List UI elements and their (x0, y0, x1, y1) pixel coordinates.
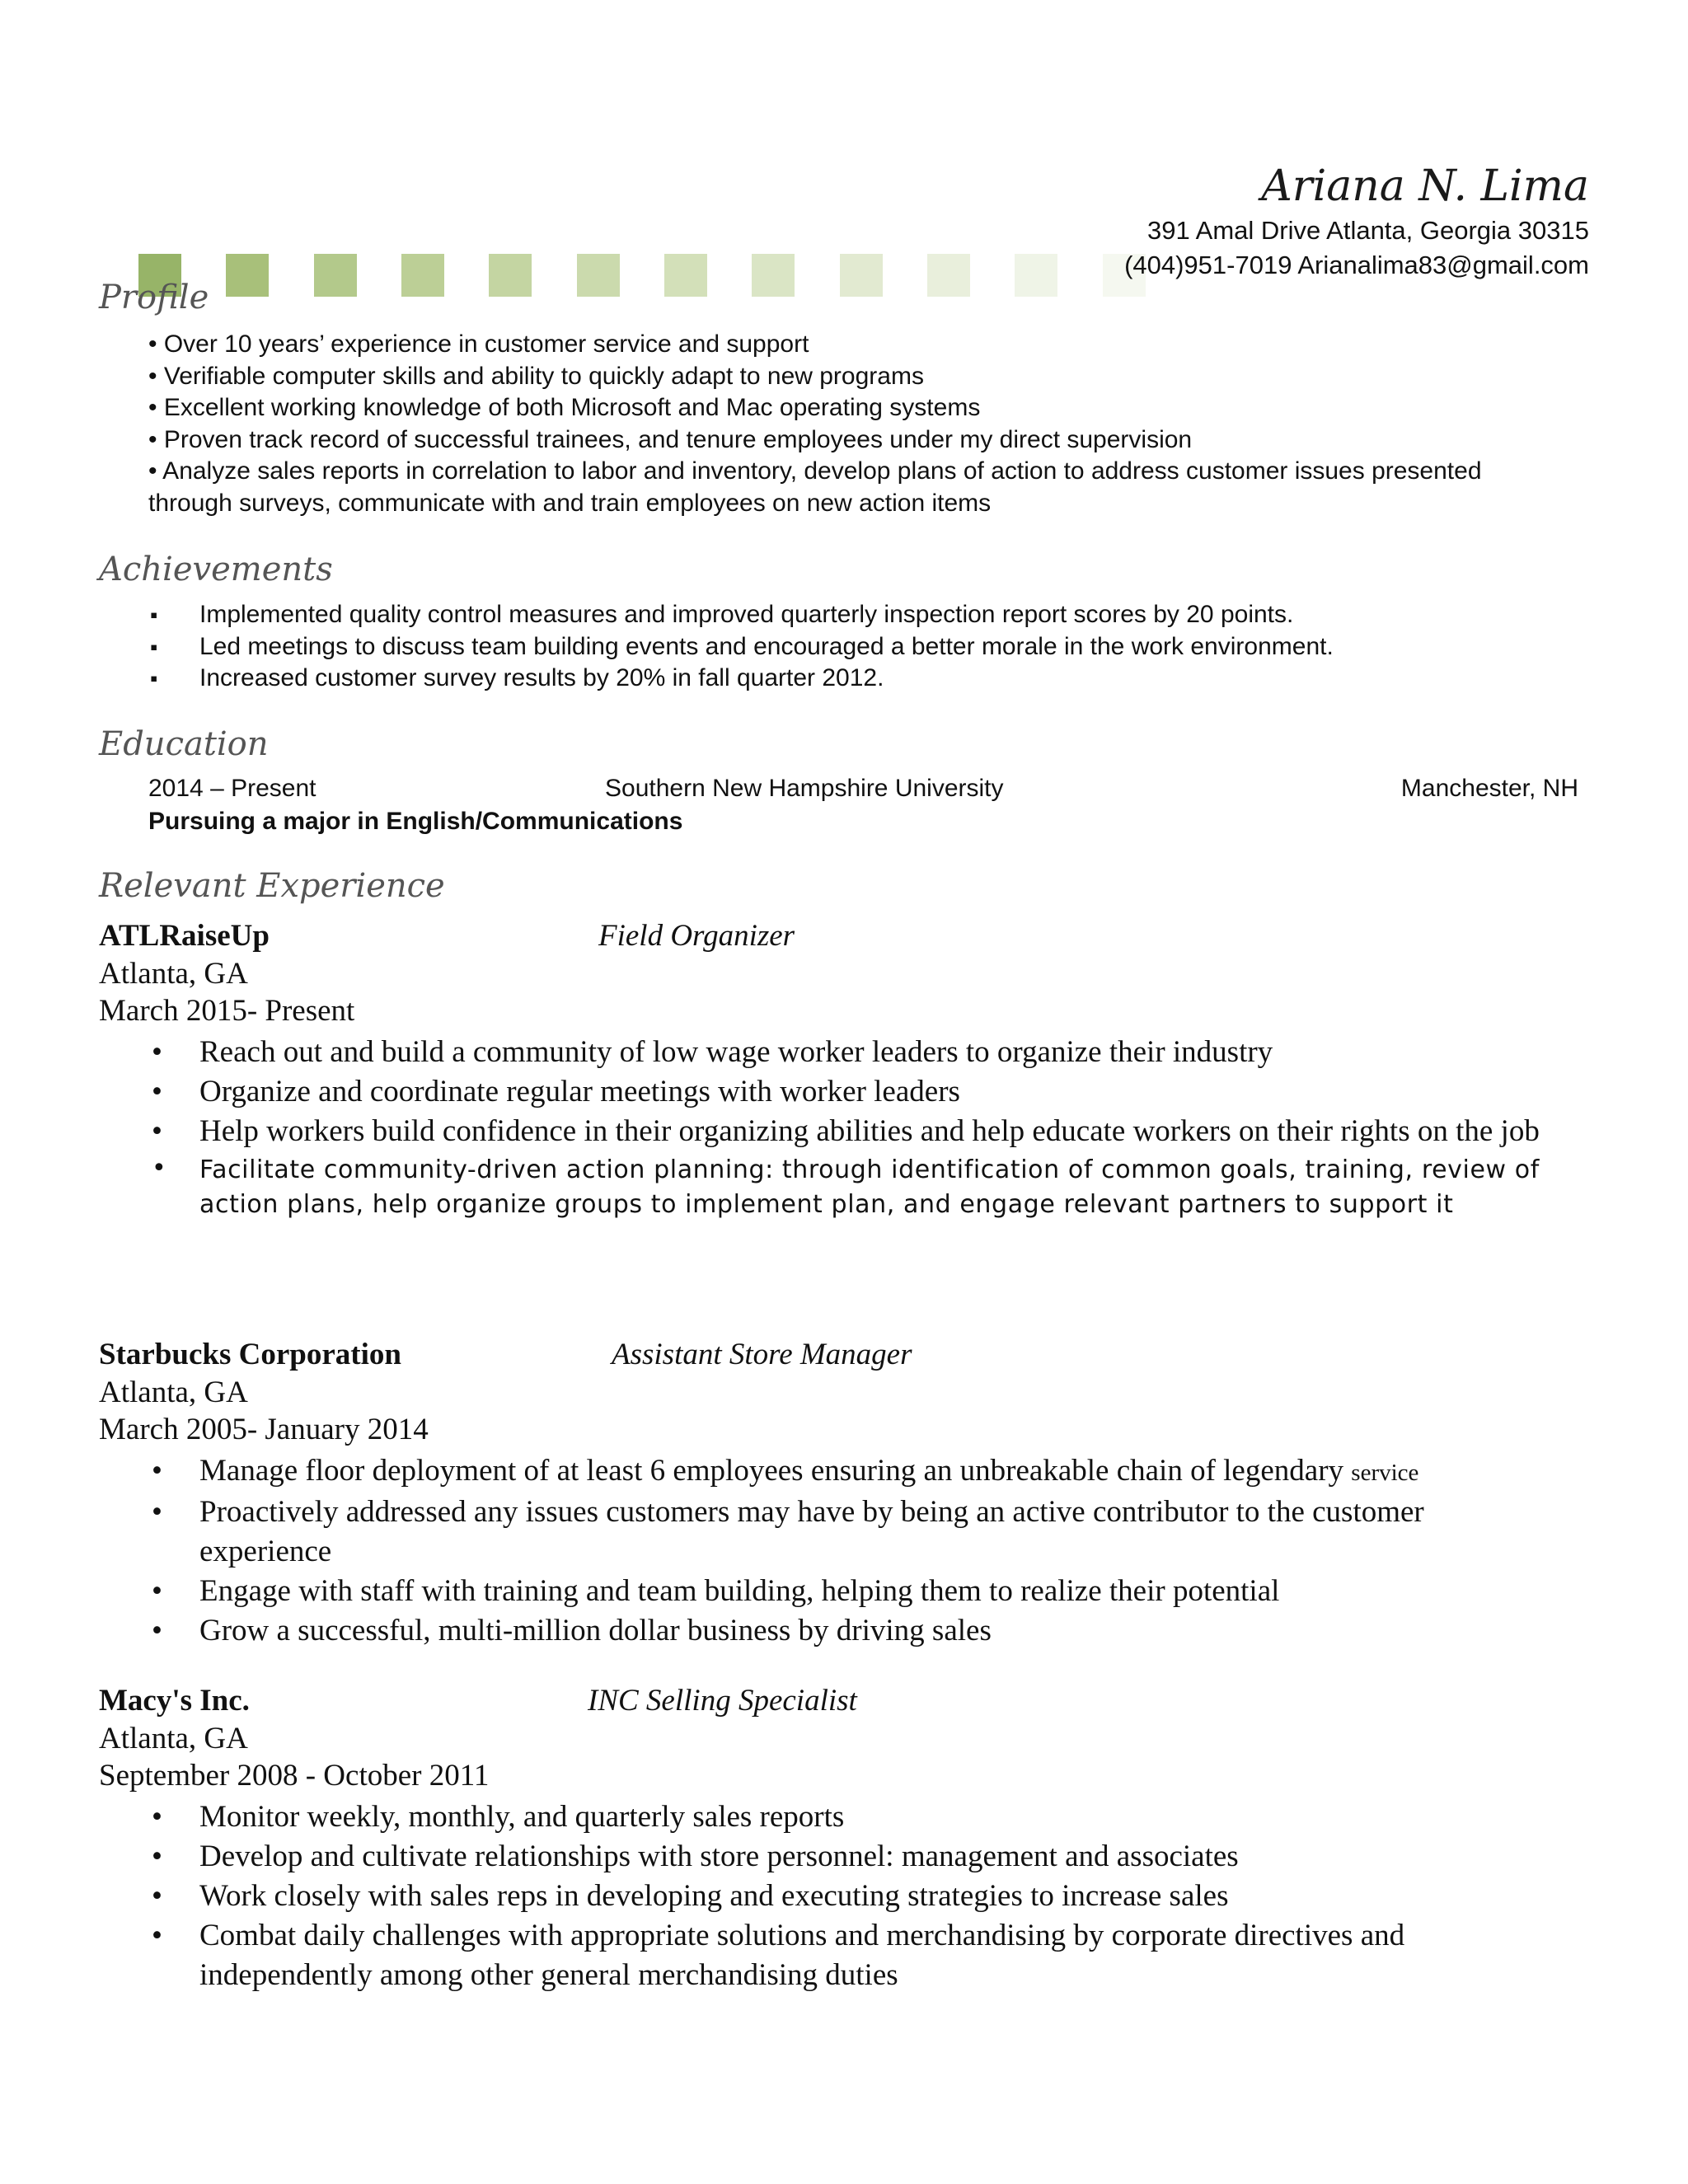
decor-square (1015, 254, 1057, 297)
profile-item: • Over 10 years’ experience in customer service and support (148, 330, 809, 358)
job-title: INC Selling Specialist (588, 1684, 857, 1718)
job-title: Assistant Store Manager (612, 1338, 912, 1371)
education-heading: Education (99, 725, 269, 763)
profile-item: • Analyze sales reports in correlation to labor and inventory, develop plans of action to address customer issues presented through surveys, communicate with and train employees on new action items (148, 457, 1482, 517)
profile-item: • Verifiable computer skills and ability to quickly adapt to new programs (148, 362, 924, 390)
job-title: Field Organizer (598, 919, 795, 953)
education-dates: 2014 – Present (148, 775, 316, 802)
job-bullet: • Facilitate community-driven action planning: through identification of common goals, training, review of action plans, help organize groups to implement plan, and engage relevant partners to support it (148, 1151, 1558, 1222)
job-bullet: • Combat daily challenges with appropriate solutions and merchandising by corporate directives and independently among other general merchandising duties (148, 1916, 1558, 1995)
decor-square (927, 254, 970, 297)
experience-heading: Relevant Experience (99, 867, 445, 905)
job-bullet: • Engage with staff with training and team building, helping them to realize their potential (148, 1572, 1558, 1611)
achievement-item: ▪ Implemented quality control measures and improved quarterly inspection report scores by 20 points. (150, 599, 1551, 631)
job-bullets (148, 1451, 1558, 1651)
job-dates: March 2005- January 2014 (99, 1413, 429, 1446)
profile-item: • Proven track record of successful trainees, and tenure employees under my direct supervision (148, 425, 1193, 453)
decor-square (664, 254, 707, 297)
decor-square (401, 254, 444, 297)
job-company: Starbucks Corporation (99, 1338, 401, 1371)
job-bullet-tail: service (1351, 1460, 1419, 1486)
achievements-heading: Achievements (99, 551, 333, 588)
profile-list (148, 329, 1599, 519)
job-bullets (148, 1033, 1558, 1222)
job-bullet: • Grow a successful, multi-million dollar business by driving sales (148, 1611, 1558, 1651)
job-company: ATLRaiseUp (99, 919, 270, 953)
decor-square (752, 254, 795, 297)
job-bullet: • Work closely with sales reps in developing and executing strategies to increase sales (148, 1877, 1558, 1916)
education-row (148, 775, 1578, 808)
job-bullet (148, 1451, 1558, 1493)
job-dates: March 2015- Present (99, 994, 355, 1028)
job-location: Atlanta, GA (99, 1722, 248, 1755)
job-bullet: • Proactively addressed any issues customers may have by being an active contributor to the customer experience (148, 1493, 1558, 1572)
decor-square (577, 254, 620, 297)
job-company: Macy's Inc. (99, 1684, 250, 1718)
job-bullet-text: Manage floor deployment of at least 6 employees ensuring an unbreakable chain of legendary (199, 1454, 1344, 1488)
job-bullets (148, 1797, 1558, 1995)
job-bullet: • Organize and coordinate regular meetings with worker leaders (148, 1072, 1558, 1112)
education-major: Pursuing a major in English/Communications (148, 808, 683, 835)
education-school: Southern New Hampshire University (605, 775, 1004, 802)
education-location: Manchester, NH (1400, 775, 1578, 802)
job-dates: September 2008 - October 2011 (99, 1759, 490, 1793)
decor-square (840, 254, 883, 297)
candidate-name: Ariana N. Lima (1261, 162, 1589, 211)
achievement-item: ▪ Increased customer survey results by 20% in fall quarter 2012. (150, 663, 1551, 695)
job-location: Atlanta, GA (99, 957, 248, 991)
profile-heading: Profile (99, 279, 209, 316)
phone-email-line: (404)951-7019 Arianalima83@gmail.com (1124, 251, 1589, 279)
job-bullet: • Develop and cultivate relationships with store personnel: management and associates (148, 1837, 1558, 1877)
decor-square (314, 254, 357, 297)
job-bullet: • Reach out and build a community of low wage worker leaders to organize their industry (148, 1033, 1558, 1072)
address-line: 391 Amal Drive Atlanta, Georgia 30315 (1147, 216, 1589, 245)
profile-item: • Excellent working knowledge of both Microsoft and Mac operating systems (148, 394, 981, 421)
job-bullet: • Monitor weekly, monthly, and quarterly sales reports (148, 1797, 1558, 1837)
achievement-item: ▪ Led meetings to discuss team building events and encouraged a better morale in the work environment. (150, 631, 1551, 663)
decor-square (489, 254, 532, 297)
job-location: Atlanta, GA (99, 1376, 248, 1409)
achievements-list (150, 599, 1551, 695)
decor-square (226, 254, 269, 297)
job-bullet: • Help workers build confidence in their organizing abilities and help educate workers on their rights on the job (148, 1112, 1558, 1151)
